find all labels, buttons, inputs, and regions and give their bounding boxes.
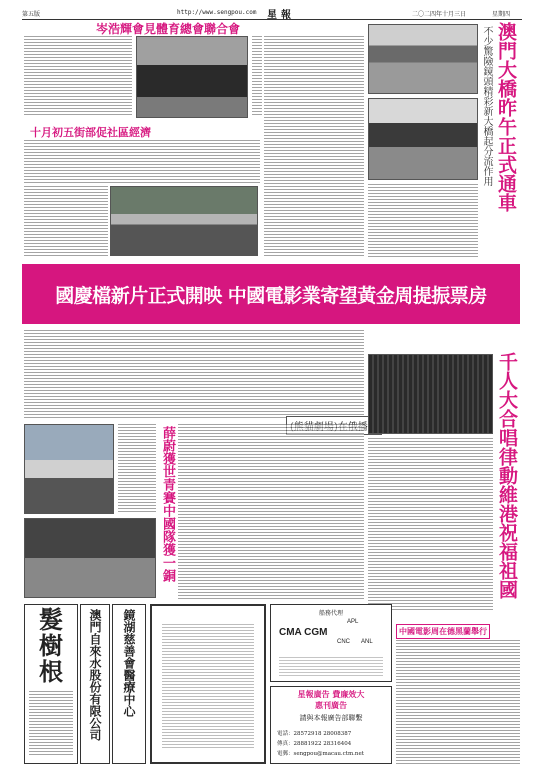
photo-bridge-cars <box>368 98 478 180</box>
ad-barber <box>24 604 78 764</box>
article-text <box>24 330 364 420</box>
ad-water-text: 澳門自來水股份有限公司 <box>88 609 102 741</box>
headline-street: 十月初五街部促社區經濟 <box>30 126 151 139</box>
headline-world-youth: 薛蔚獲世青賽中國隊獲一銅 <box>160 426 175 582</box>
weekday: 星期四 <box>492 11 511 18</box>
article-text <box>396 640 520 764</box>
ad-sengpou <box>270 686 392 764</box>
ad-notice <box>150 604 266 764</box>
article-text <box>24 186 108 258</box>
photo-street <box>110 186 258 256</box>
ad-clinic <box>112 604 146 764</box>
photo-bridge <box>368 24 478 94</box>
photo-athlete <box>24 424 114 514</box>
page-number: 第五版 <box>22 11 41 18</box>
article-text <box>368 184 478 258</box>
ad-fax: 傳真：28881922 28316404 <box>277 741 352 747</box>
ad-clinic-text: 鏡湖慈善會醫療中心 <box>122 609 136 717</box>
ad-box-call: 請與本報廣告部聯繫 <box>299 714 363 722</box>
shipping-details <box>279 657 383 677</box>
site-url: http://www.sengpou.com <box>177 9 257 16</box>
banner-headline: 國慶檔新片正式開映 中國電影業寄望黃金周提振票房 <box>55 284 487 307</box>
photo-athlete-crowd <box>24 518 156 598</box>
ad-box-sub: 惠刊廣告 <box>315 700 347 710</box>
cnc-logo: CNC <box>337 639 350 645</box>
ad-barber-char-3: 根 <box>39 657 63 686</box>
ad-water <box>80 604 110 764</box>
issue-date: 二〇二四年十月三日 <box>412 11 467 18</box>
article-text <box>24 140 260 184</box>
ad-notice-text <box>162 624 254 750</box>
masthead: 星報 <box>267 10 295 21</box>
subhead-bridge: 不少驚險鏡頭精彩新大橋起分流作用 <box>481 26 492 186</box>
photo-meeting <box>136 36 248 118</box>
headline-meeting: 岑浩輝會見體育總會聯合會 <box>96 22 241 36</box>
ad-phone: 電話：28572918 28008387 <box>277 731 352 737</box>
article-text <box>24 36 132 116</box>
article-text <box>178 424 364 600</box>
article-text <box>264 36 364 258</box>
headline-chorus: 千人大合唱律動維港祝福祖國 <box>496 352 518 599</box>
article-text <box>252 36 262 116</box>
article-text <box>118 424 156 514</box>
anl-logo: ANL <box>361 639 373 645</box>
ad-barber-details <box>29 691 73 757</box>
ad-barber-char-1: 髮 <box>39 605 63 634</box>
ad-shipping <box>270 604 392 682</box>
ad-email: 電郵：sengpou@macau.ctm.net <box>277 751 364 757</box>
headline-bridge: 澳門大橋昨午正式通車 <box>495 22 517 212</box>
cma-cgm-logo: CMA CGM <box>279 627 328 638</box>
shipping-label: 船務代理 <box>318 610 343 617</box>
apl-logo: APL <box>347 619 359 625</box>
headline-film-week: 中國電影周在德黑蘭舉行 <box>396 624 490 639</box>
photo-chorus <box>368 354 493 434</box>
banner <box>22 264 520 324</box>
ad-barber-char-2: 樹 <box>39 631 63 660</box>
page-header <box>22 6 522 20</box>
article-text <box>368 438 493 610</box>
ad-box-title: 星報廣告 費廉效大 <box>297 689 365 699</box>
